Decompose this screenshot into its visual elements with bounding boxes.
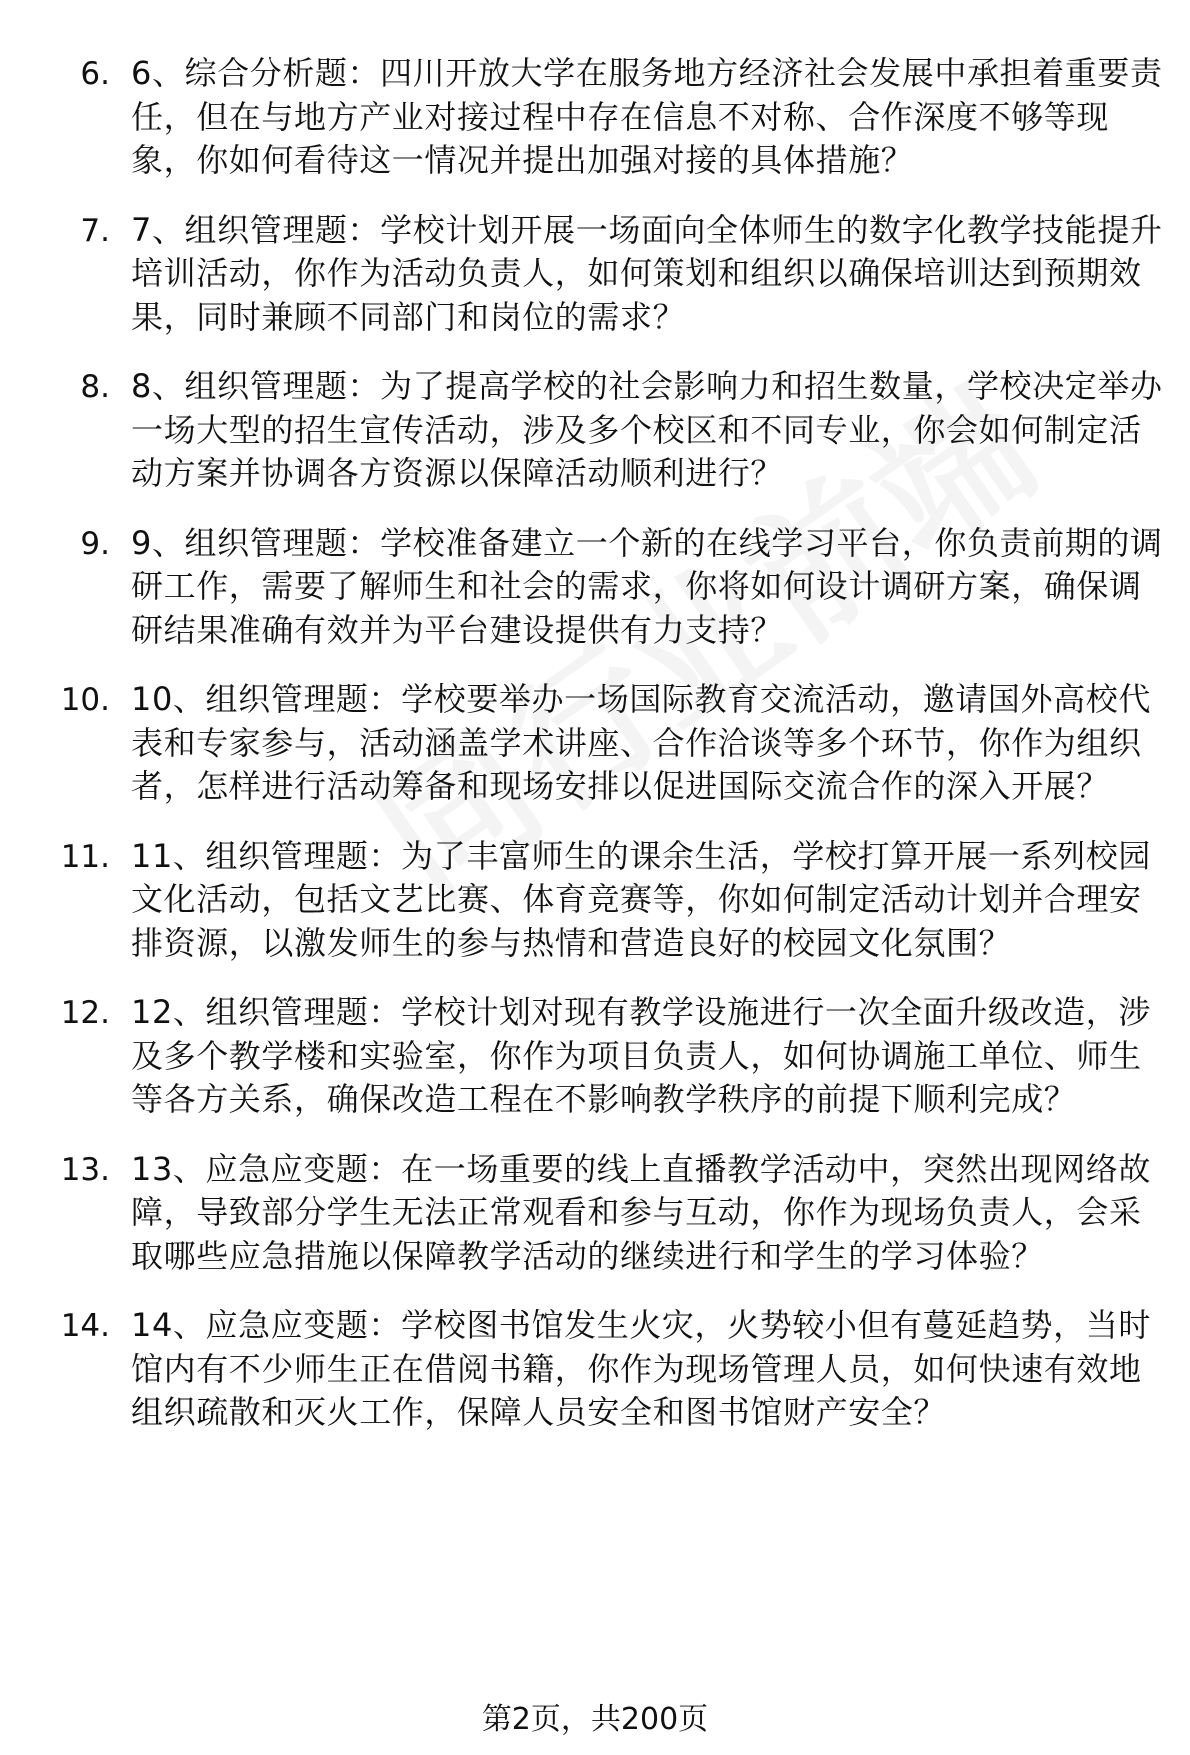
question-text: 8、组织管理题：为了提高学校的社会影响力和招生数量，学校决定举办一场大型的招生宣传活动，涉及多个校区和不同专业，你会如何制定活动方案并协调各方资源以保障活动顺利进行？ [131, 367, 1163, 492]
question-text: 9、组织管理题：学校准备建立一个新的在线学习平台，你负责前期的调研工作，需要了解师生和社会的需求，你将如何设计调研方案，确保调研结果准确有效并为平台建设提供有力支持？ [131, 523, 1163, 649]
question-text: 13、应急应变题：在一场重要的线上直播教学活动中，突然出现网络故障，导致部分学生无法正常观看和参与互动，你作为现场负责人，会采取哪些应急措施以保障教学活动的继续进行和学生的学习体验？ [131, 1149, 1151, 1275]
question-text: 7、组织管理题：学校计划开展一场面向全体师生的数字化教学技能提升培训活动，你作为活动负责人，如何策划和组织以确保培训达到预期效果，同时兼顾不同部门和岗位的需求？ [131, 210, 1163, 336]
question-item [0, 52, 1190, 183]
question-number: 9. [80, 525, 110, 562]
question-number: 12. [60, 995, 110, 1031]
question-text: 11、组织管理题：为了丰富师生的课余生活，学校打算开展一系列校园文化活动，包括文艺比赛、体育竞赛等，你如何制定活动计划并合理安排资源，以激发师生的参与热情和营造良好的校园文化氛围？ [131, 836, 1151, 962]
question-item [0, 1148, 1190, 1279]
question-text: 6、综合分析题：四川开放大学在服务地方经济社会发展中承担着重要责任，但在与地方产业对接过程中存在信息不对称、合作深度不够等现象，你如何看待这一情况并提出加强对接的具体措施？ [131, 54, 1163, 179]
question-number: 13. [60, 1151, 110, 1188]
question-item [0, 522, 1190, 653]
question-item [0, 1304, 1190, 1435]
question-number: 7. [80, 212, 110, 249]
page-number-label: 第2页，共200页 [481, 1702, 709, 1737]
question-number: 14. [60, 1308, 110, 1344]
question-text: 14、应急应变题：学校图书馆发生火灾，火势较小但有蔓延趋势，当时馆内有不少师生正在借阅书籍，你作为现场管理人员，如何快速有效地组织疏散和灭火工作，保障人员安全和图书馆财产安全？ [131, 1306, 1151, 1431]
page-footer [0, 1700, 1190, 1740]
question-number: 8. [80, 369, 110, 405]
question-number: 11. [60, 838, 110, 875]
question-item [0, 991, 1190, 1122]
question-item [0, 209, 1190, 340]
question-text: 12、组织管理题：学校计划对现有教学设施进行一次全面升级改造，涉及多个教学楼和实验室，你作为项目负责人，如何协调施工单位、师生等各方关系，确保改造工程在不影响教学秩序的前提下顺利完成？ [131, 993, 1151, 1118]
question-list [0, 52, 1190, 1461]
question-number: 6. [80, 56, 110, 92]
question-item [0, 365, 1190, 496]
question-item [0, 678, 1190, 809]
question-text: 10、组织管理题：学校要举办一场国际教育交流活动，邀请国外高校代表和专家参与，活动涵盖学术讲座、合作洽谈等多个环节，你作为组织者，怎样进行活动筹备和现场安排以促进国际交流合作的深入开展？ [131, 680, 1151, 805]
question-number: 10. [60, 682, 110, 718]
question-item [0, 835, 1190, 966]
